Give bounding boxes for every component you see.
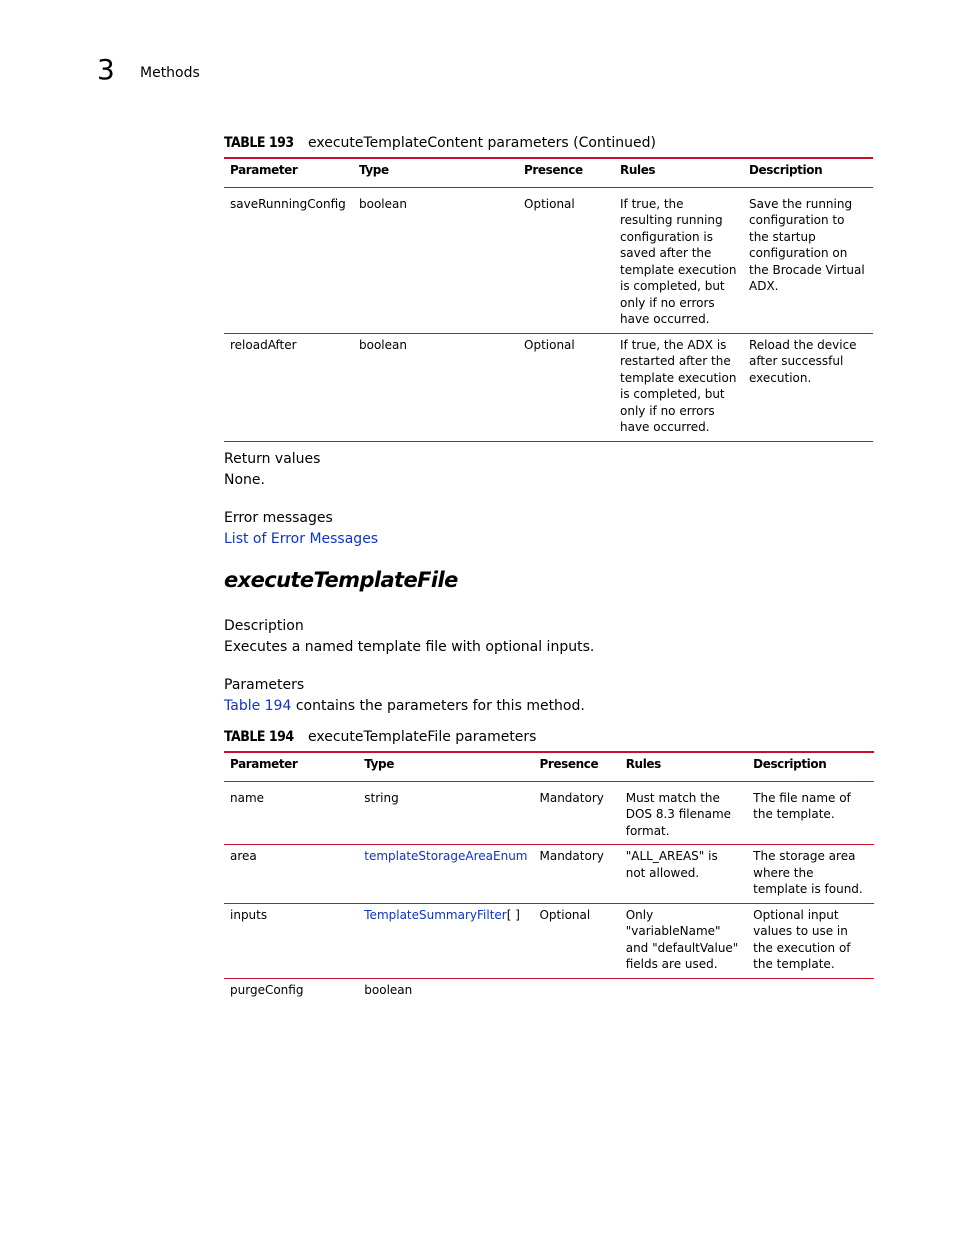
method-title: executeTemplateFile: [224, 568, 458, 592]
table-194: [224, 751, 874, 1003]
table-caption-text: executeTemplateFile parameters: [308, 729, 537, 745]
column-header-type: Type: [358, 752, 533, 781]
column-header-presence: Presence: [533, 752, 619, 781]
cell-parameter: reloadAfter: [224, 333, 353, 441]
cell-rules: If true, the ADX is restarted after the template execution is completed, but only if no errors have occurred.: [614, 333, 743, 441]
table-row: [224, 333, 873, 441]
table-194-link[interactable]: Table 194: [224, 698, 292, 714]
column-header-description: Description: [743, 158, 873, 187]
table-number: TABLE 194: [224, 729, 294, 745]
return-values-heading: Return values: [224, 451, 321, 467]
parameters-heading: Parameters: [224, 677, 305, 693]
column-header-rules: Rules: [614, 158, 743, 187]
column-header-presence: Presence: [518, 158, 614, 187]
cell-presence: Mandatory: [533, 781, 619, 845]
column-header-type: Type: [353, 158, 518, 187]
table-193-caption: [224, 135, 656, 151]
cell-parameter: inputs: [224, 903, 358, 978]
cell-type: boolean: [364, 982, 413, 997]
cell-parameter: purgeConfig: [230, 982, 304, 997]
cell-presence: Optional: [518, 333, 614, 441]
cell-description: The file name of the template.: [747, 781, 874, 845]
cell-description: Save the running configuration to the startup configuration on the Brocade Virtual ADX.: [743, 187, 873, 333]
description-heading: Description: [224, 618, 304, 634]
table-194-caption: [224, 729, 536, 745]
cell-description: Optional input values to use in the execution of the template.: [747, 903, 874, 978]
table-row: [224, 978, 874, 1003]
cell-parameter: area: [224, 845, 358, 904]
cell-rules: Only "variableName" and "defaultValue" fields are used.: [620, 903, 747, 978]
table-row: [224, 187, 873, 333]
cell-description: The storage area where the template is found.: [747, 845, 874, 904]
type-link-template-summary-filter[interactable]: TemplateSummaryFilter: [364, 907, 507, 922]
cell-presence: Optional: [533, 903, 619, 978]
chapter-number: 3: [97, 53, 115, 86]
column-header-rules: Rules: [620, 752, 747, 781]
cell-type: string: [358, 781, 533, 845]
table-caption-text: executeTemplateContent parameters (Continued): [308, 135, 656, 151]
parameters-text-rest: contains the parameters for this method.: [291, 698, 585, 714]
cell-description: [747, 978, 874, 1003]
cell-description: Reload the device after successful execution.: [743, 333, 873, 441]
parameters-text: [224, 698, 585, 714]
cell-rules: [620, 978, 747, 1003]
type-array-suffix: [ ]: [506, 907, 520, 922]
error-messages-link[interactable]: List of Error Messages: [224, 531, 379, 547]
cell-presence: Mandatory: [533, 845, 619, 904]
return-values-text: None.: [224, 472, 265, 488]
cell-type: [358, 845, 533, 904]
table-number: TABLE 193: [224, 135, 294, 151]
table-193: [224, 157, 873, 442]
type-link-template-storage-area-enum[interactable]: templateStorageAreaEnum: [364, 849, 528, 863]
column-header-description: Description: [747, 752, 874, 781]
chapter-title: Methods: [140, 65, 200, 81]
cell-type: [358, 903, 533, 978]
column-header-parameter: Parameter: [224, 158, 353, 187]
cell-rules: "ALL_AREAS" is not allowed.: [620, 845, 747, 904]
table-row: [224, 781, 874, 845]
cell-rules: If true, the resulting running configuration is saved after the template execution is completed, but only if no errors have occurred.: [614, 187, 743, 333]
cell-parameter: saveRunningConfig: [224, 187, 353, 333]
table-row: [224, 845, 874, 904]
cell-parameter: name: [224, 781, 358, 845]
cell-type: boolean: [353, 333, 518, 441]
cell-presence: [533, 978, 619, 1003]
cell-presence: Optional: [518, 187, 614, 333]
cell-rules: Must match the DOS 8.3 filename format.: [620, 781, 747, 845]
table-row: [224, 903, 874, 978]
column-header-parameter: Parameter: [224, 752, 358, 781]
error-messages-heading: Error messages: [224, 510, 333, 526]
description-text: Executes a named template file with optional inputs.: [224, 639, 595, 655]
cell-type: boolean: [353, 187, 518, 333]
